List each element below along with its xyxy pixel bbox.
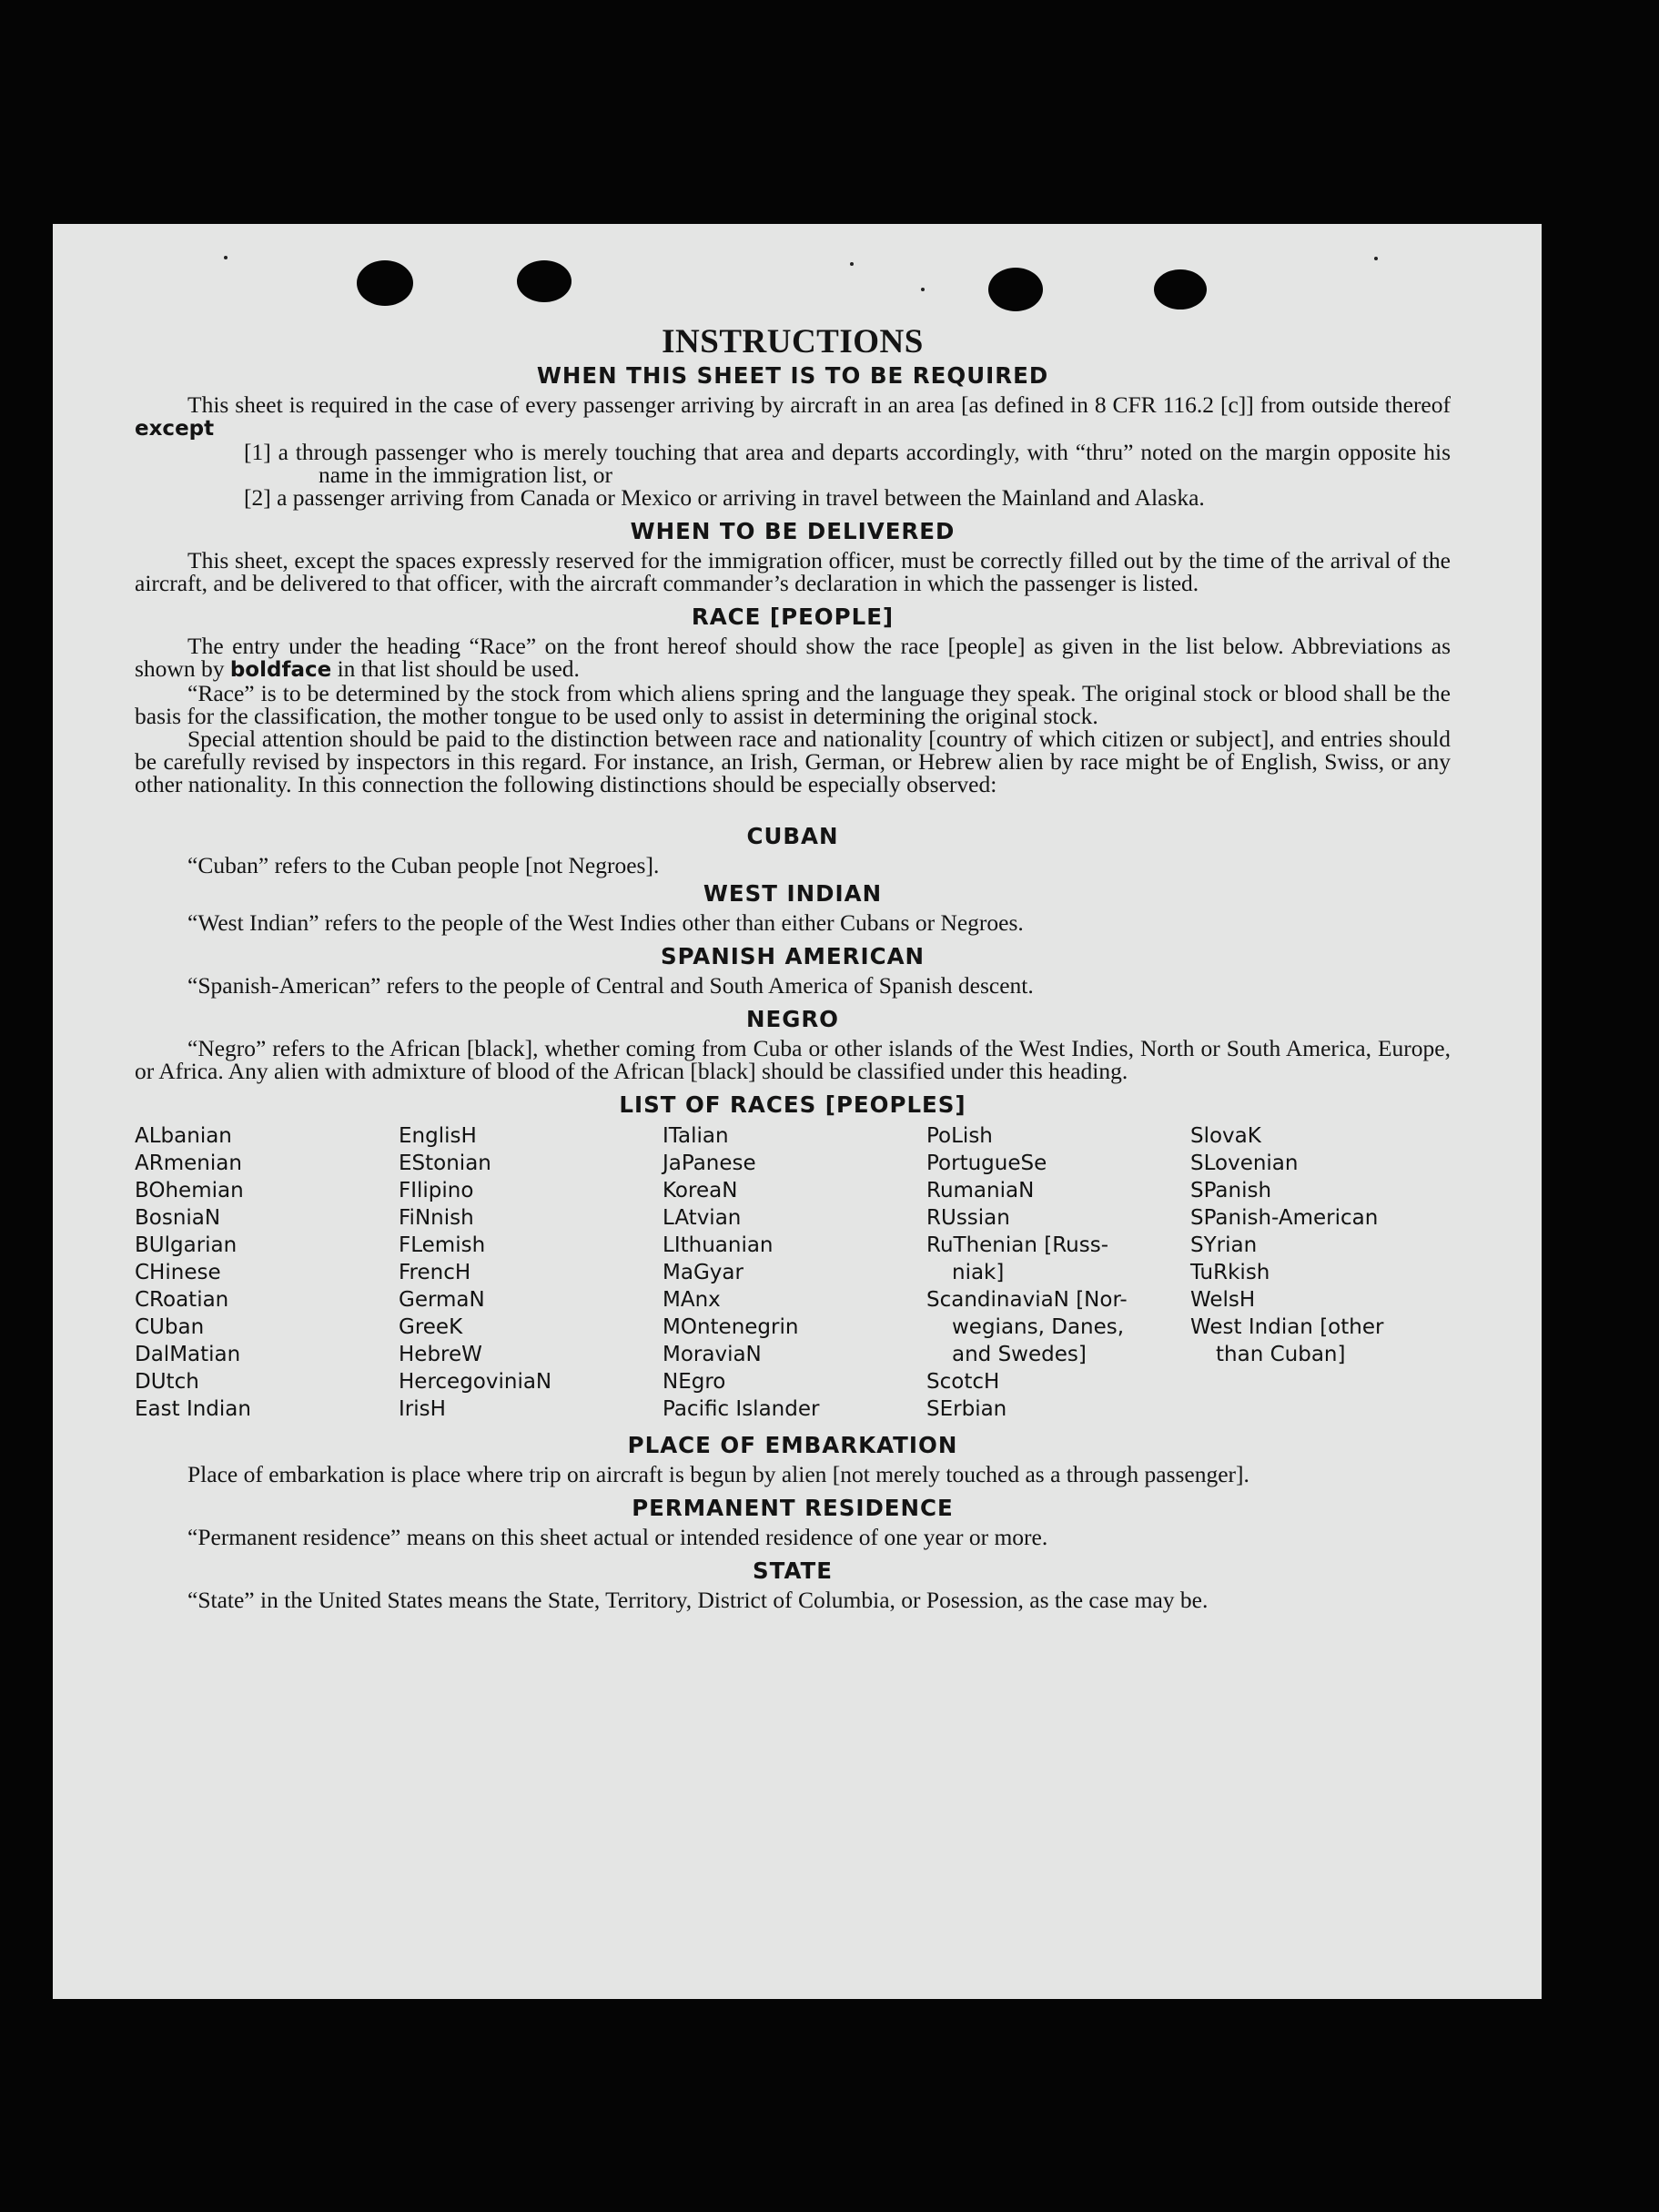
race-item: EStonian xyxy=(399,1152,491,1175)
race-item: IrisH xyxy=(399,1397,446,1421)
race-item: ALbanian xyxy=(135,1124,232,1148)
race-item: RUssian xyxy=(926,1206,1010,1230)
race-item: LAtvian xyxy=(663,1206,742,1230)
heading-race: RACE [PEOPLE] xyxy=(691,604,895,630)
race-item: JaPanese xyxy=(663,1152,756,1175)
race-item: PortugueSe xyxy=(926,1152,1047,1175)
races-column-2 xyxy=(399,1122,663,1423)
race-item: ITalian xyxy=(663,1124,729,1148)
race-p1-b: in that list should be used. xyxy=(337,655,580,682)
required-item-1: [1] a through passenger who is merely touching that area and departs accordingly, with “thru” noted on the margin opposite his name in the immigration list, or xyxy=(244,439,1451,488)
race-item: CHinese xyxy=(135,1261,221,1284)
race-item: WelsH xyxy=(1190,1288,1256,1312)
race-p1-boldface: boldface xyxy=(229,658,332,682)
race-item: BOhemian xyxy=(135,1179,244,1202)
race-item-continuation: niak] xyxy=(952,1261,1005,1284)
races-column-1 xyxy=(135,1122,399,1423)
heading-west-indian: WEST INDIAN xyxy=(703,880,883,907)
heading-spanish-american: SPANISH AMERICAN xyxy=(660,943,926,969)
race-item: GreeK xyxy=(399,1315,463,1339)
race-item: TuRkish xyxy=(1190,1261,1270,1284)
cuban-text: “Cuban” refers to the Cuban people [not Negroes]. xyxy=(187,852,660,878)
race-paragraph-3: Special attention should be paid to the distinction between race and nationality [country of which citizen or subject], and entries should be carefully revised by inspectors in this regard. For instance, an Irish, German, or Hebrew alien by race might be of English, Swiss, or any other nationality. In this connection the following distinctions should be especially observed: xyxy=(135,725,1451,797)
race-item: MOntenegrin xyxy=(663,1315,799,1339)
punch-hole xyxy=(517,260,572,302)
race-item: GermaN xyxy=(399,1288,485,1312)
race-item: MAnx xyxy=(663,1288,721,1312)
race-item: BosniaN xyxy=(135,1206,221,1230)
race-item: ScandinaviaN [Nor- xyxy=(926,1288,1128,1312)
race-item: BUlgarian xyxy=(135,1233,238,1257)
speck xyxy=(1374,257,1378,260)
race-item: FLemish xyxy=(399,1233,486,1257)
negro-text: “Negro” refers to the African [black], whether coming from Cuba or other islands of the West Indies, North or South America, Europe, or Africa. Any alien with admixture of blood of the African [black] should be classified under this heading. xyxy=(135,1035,1451,1084)
race-item: LIthuanian xyxy=(663,1233,774,1257)
heading-state: STATE xyxy=(753,1558,833,1584)
west-indian-text: “West Indian” refers to the people of the West Indies other than either Cubans or Negroes. xyxy=(187,909,1024,936)
heading-when-delivered: WHEN TO BE DELIVERED xyxy=(630,518,956,544)
race-item: ScotcH xyxy=(926,1370,1000,1394)
required-item-2: [2] a passenger arriving from Canada or Mexico or arriving in travel between the Mainland and Alaska. xyxy=(244,484,1205,511)
race-item: East Indian xyxy=(135,1397,251,1421)
heading-when-required: WHEN THIS SHEET IS TO BE REQUIRED xyxy=(536,362,1049,389)
race-item: ARmenian xyxy=(135,1152,242,1175)
heading-negro: NEGRO xyxy=(745,1006,840,1032)
race-item: PoLish xyxy=(926,1124,993,1148)
race-item: SPanish-American xyxy=(1190,1206,1379,1230)
state-text: “State” in the United States means the State, Territory, District of Columbia, or Posession, as the case may be. xyxy=(187,1587,1209,1613)
race-item: MoraviaN xyxy=(663,1343,762,1366)
spacer xyxy=(135,796,1451,808)
race-item: Pacific Islander xyxy=(663,1397,820,1421)
race-paragraph-2: “Race” is to be determined by the stock from which aliens spring and the language they speak. The original stock or blood shall be the basis for the classification, the mother tongue to be used only to assist in determining the original stock. xyxy=(135,680,1451,729)
document-sheet xyxy=(53,224,1542,1999)
race-item: SPanish xyxy=(1190,1179,1272,1202)
required-except: except xyxy=(135,417,215,441)
punch-hole xyxy=(1154,269,1207,309)
race-p1-a: The entry under the heading “Race” on the front hereof should show the race [people] as given in the list below. Abbreviations as shown by xyxy=(135,633,1451,682)
page-title: INSTRUCTIONS xyxy=(662,323,924,360)
race-item: FIlipino xyxy=(399,1179,474,1202)
race-item: MaGyar xyxy=(663,1261,744,1284)
required-intro xyxy=(135,393,1451,441)
race-item: SLovenian xyxy=(1190,1152,1299,1175)
heading-permanent-residence: PERMANENT RESIDENCE xyxy=(632,1495,954,1521)
race-item: SYrian xyxy=(1190,1233,1258,1257)
speck xyxy=(850,262,854,266)
race-item: SlovaK xyxy=(1190,1124,1261,1148)
race-item: HercegoviniaN xyxy=(399,1370,552,1394)
race-paragraph-1 xyxy=(135,634,1451,682)
race-item: RumaniaN xyxy=(926,1179,1035,1202)
heading-list-of-races: LIST OF RACES [PEOPLES] xyxy=(619,1091,966,1118)
race-item: West Indian [other xyxy=(1190,1315,1384,1339)
required-intro-text: This sheet is required in the case of every passenger arriving by aircraft in an area [as defined in 8 CFR 116.2 [c]] from outside thereof xyxy=(187,391,1451,418)
race-item: SErbian xyxy=(926,1397,1007,1421)
race-item: DUtch xyxy=(135,1370,199,1394)
race-item: KoreaN xyxy=(663,1179,738,1202)
race-item: CRoatian xyxy=(135,1288,229,1312)
races-column-3 xyxy=(663,1122,926,1423)
race-item: DalMatian xyxy=(135,1343,241,1366)
heading-cuban: CUBAN xyxy=(746,823,839,849)
heading-place-of-embarkation: PLACE OF EMBARKATION xyxy=(627,1432,958,1458)
race-item-continuation: and Swedes] xyxy=(952,1343,1087,1366)
races-list xyxy=(135,1122,1451,1423)
race-item-continuation: wegians, Danes, xyxy=(952,1315,1125,1339)
races-column-4 xyxy=(926,1122,1190,1423)
delivered-text: This sheet, except the spaces expressly reserved for the immigration officer, must be correctly filled out by the time of the arrival of the aircraft, and be delivered to that officer, with the aircraft commander’s declaration in which the passenger is listed. xyxy=(135,547,1451,596)
race-item: RuThenian [Russ- xyxy=(926,1233,1109,1257)
race-item: FiNnish xyxy=(399,1206,474,1230)
race-item: CUban xyxy=(135,1315,205,1339)
race-item-continuation: than Cuban] xyxy=(1216,1343,1346,1366)
race-item: HebreW xyxy=(399,1343,482,1366)
instructions-content xyxy=(135,322,1451,1611)
races-column-5 xyxy=(1190,1122,1454,1423)
residence-text: “Permanent residence” means on this sheet actual or intended residence of one year or more. xyxy=(187,1524,1048,1550)
race-item: EnglisH xyxy=(399,1124,477,1148)
speck xyxy=(921,288,925,291)
spanish-american-text: “Spanish-American” refers to the people of Central and South America of Spanish descent. xyxy=(187,972,1034,999)
speck xyxy=(224,256,228,259)
punch-hole xyxy=(357,260,413,306)
race-item: FrencH xyxy=(399,1261,471,1284)
embarkation-text: Place of embarkation is place where trip on aircraft is begun by alien [not merely touched as a through passenger]. xyxy=(187,1461,1249,1487)
race-item: NEgro xyxy=(663,1370,726,1394)
punch-hole xyxy=(988,268,1043,311)
